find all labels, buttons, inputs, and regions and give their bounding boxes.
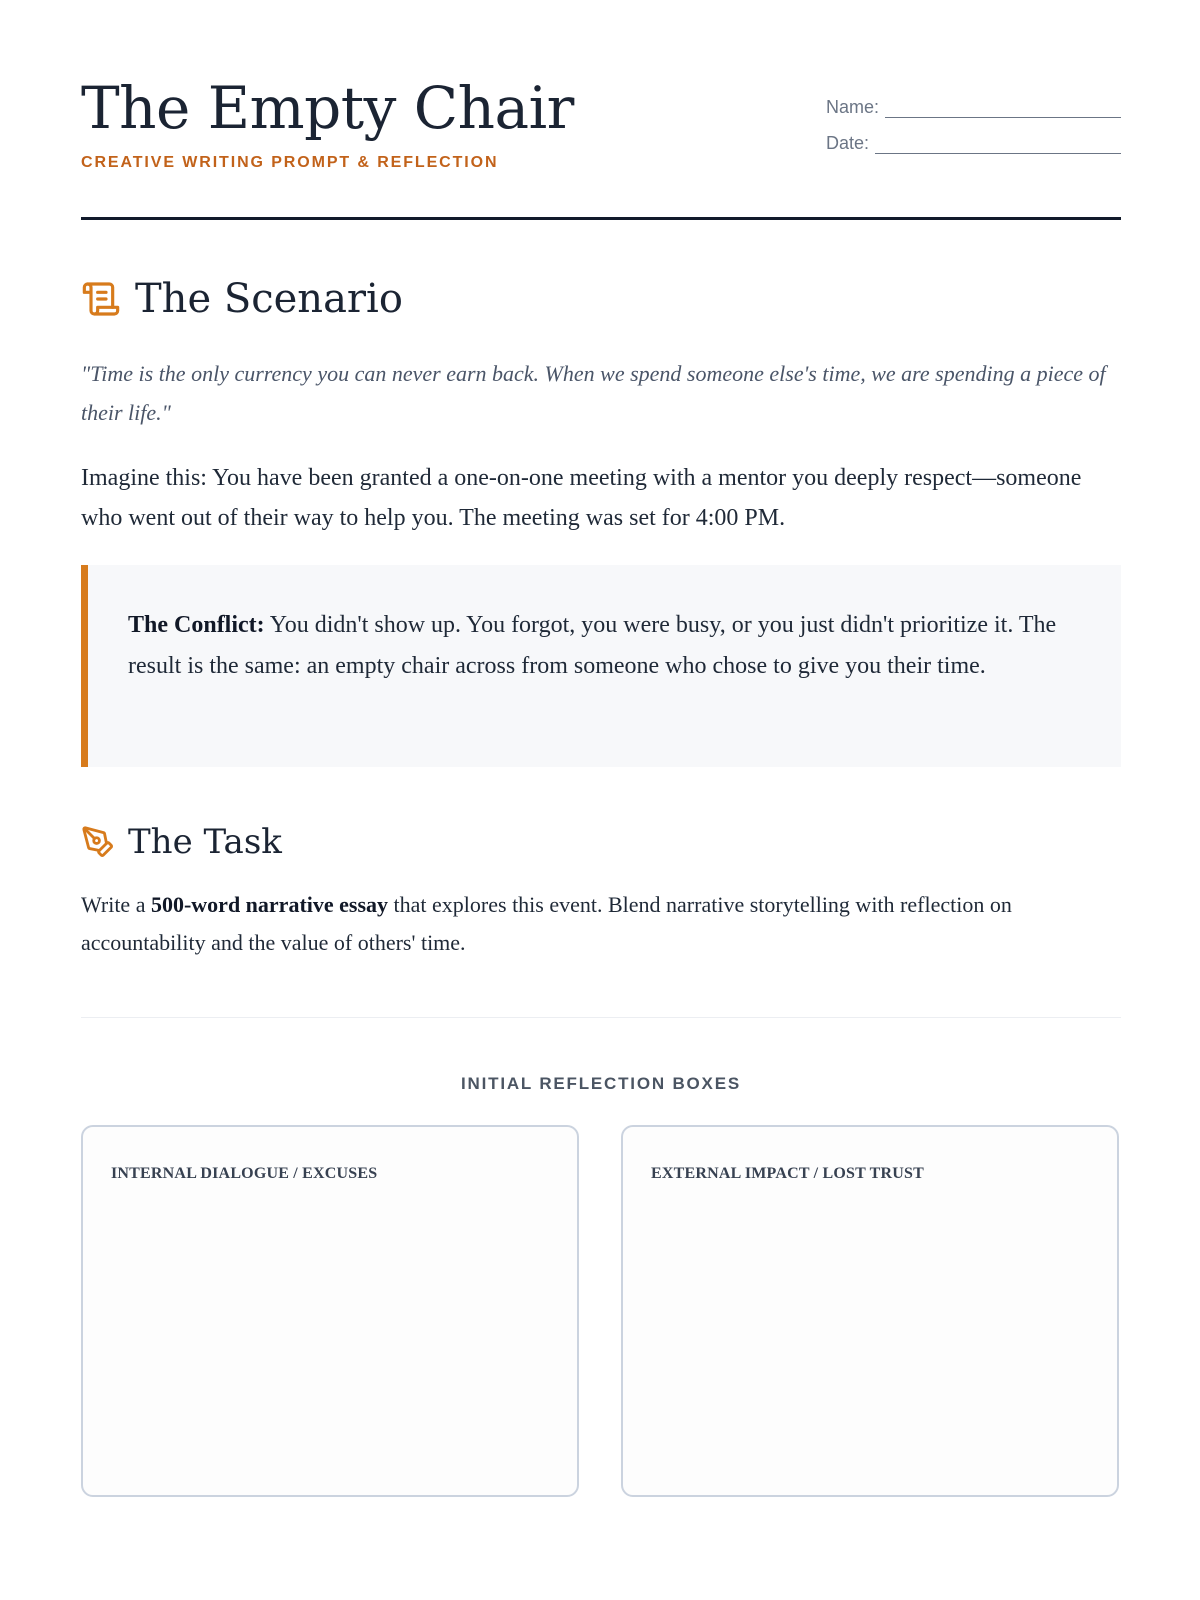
task-word-count: 500-word narrative essay: [150, 892, 389, 917]
worksheet-page: [81, 0, 1121, 1600]
reflection-box-internal[interactable]: [81, 1125, 579, 1497]
date-row: [811, 118, 1121, 154]
task-body: [81, 886, 1121, 962]
scenario-heading: [81, 276, 403, 322]
reflection-box-external[interactable]: [621, 1125, 1119, 1497]
page-subtitle: CREATIVE WRITING PROMPT & REFLECTION: [81, 154, 499, 171]
conflict-description: You didn't show up. You forgot, you were busy, or you just didn't prioritize it. The result is the same: an empty chair across from someone who chose to give you their time.: [128, 612, 1057, 679]
conflict-label: The Conflict:: [128, 612, 265, 638]
conflict-text: [128, 605, 1078, 687]
reflection-box-label: EXTERNAL IMPACT / LOST TRUST: [651, 1165, 924, 1182]
name-label: Name:: [825, 97, 879, 117]
header-divider: [81, 217, 1121, 220]
task-heading: [81, 822, 282, 862]
worksheet-header: [81, 74, 1121, 220]
pen-nib-icon: [81, 825, 115, 859]
scenario-body: Imagine this: You have been granted a one-on-one meeting with a mentor you deeply respect—someone who went out of their way to help you. The meeting was set for 4:00 PM.: [81, 465, 1082, 531]
section-divider: [81, 1017, 1121, 1018]
task-body-prefix: Write a: [81, 892, 151, 917]
scenario-quote: "Time is the only currency you can never earn back. When we spend someone else's time, we are spending a piece of their life.": [81, 361, 1106, 425]
page-title: The Empty Chair: [81, 74, 574, 142]
name-row: [811, 82, 1121, 118]
reflection-box-label: INTERNAL DIALOGUE / EXCUSES: [111, 1165, 378, 1182]
student-info: [811, 82, 1121, 154]
scroll-icon: [81, 279, 121, 319]
task-title: The Task: [128, 822, 282, 862]
scenario-title: The Scenario: [135, 276, 403, 322]
conflict-callout: [81, 565, 1121, 767]
task-body-suffix: that explores this event. Blend narrative storytelling with reflection on accountability and the value of others' time.: [81, 892, 1012, 955]
date-label: Date:: [825, 133, 869, 153]
date-blank[interactable]: [875, 133, 1121, 154]
name-blank[interactable]: [885, 97, 1121, 118]
reflection-boxes-title: INITIAL REFLECTION BOXES: [461, 1074, 741, 1093]
